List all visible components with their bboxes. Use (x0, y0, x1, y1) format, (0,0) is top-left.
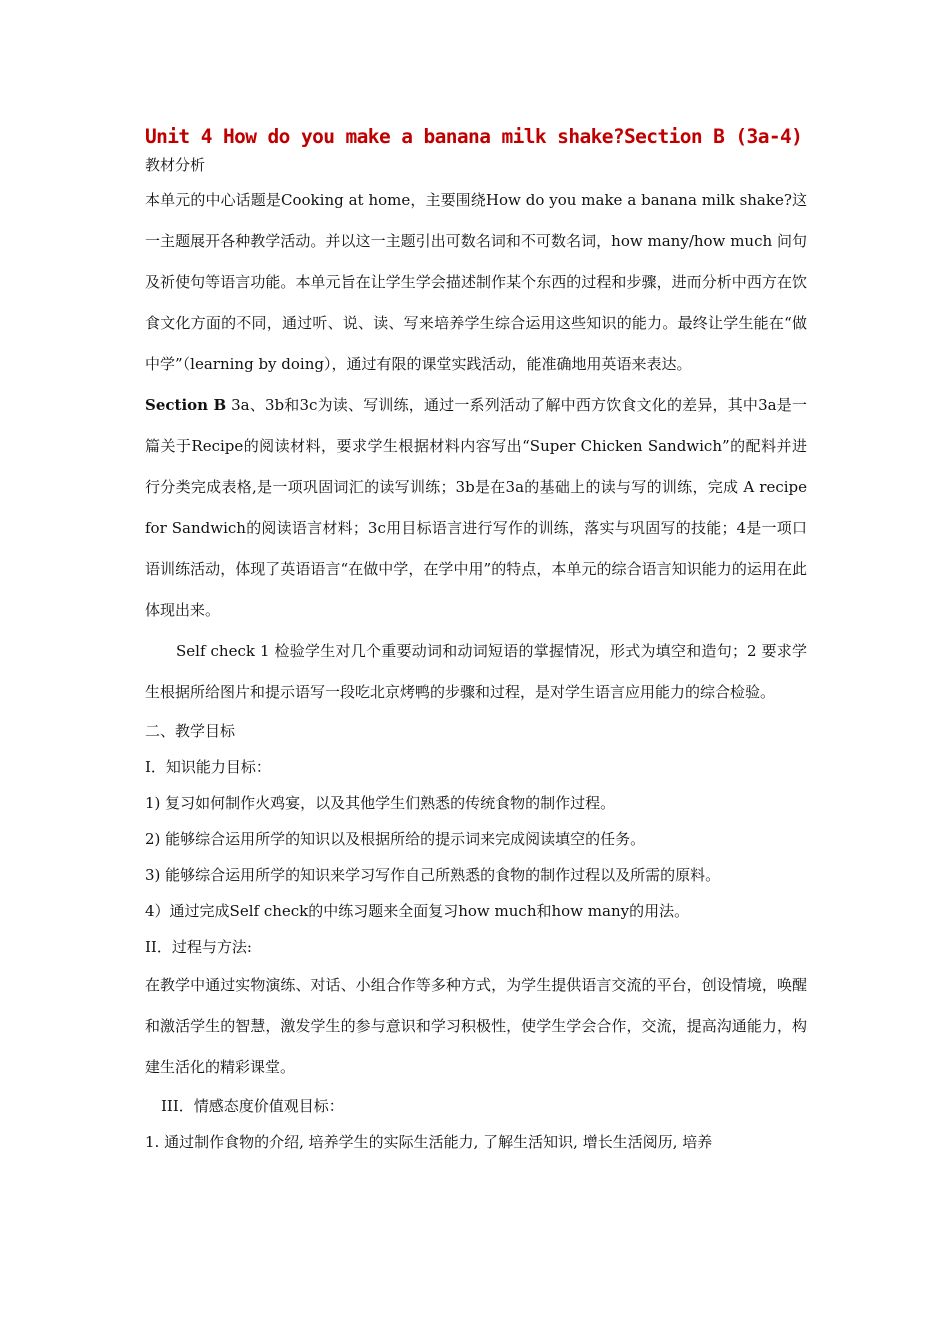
document-title: Unit 4 How do you make a banana milk shake?Section B (3a-4) (145, 125, 803, 148)
self-check-paragraph: Self check 1 检验学生对几个重要动词和动词短语的掌握情况，形式为填空和造句；2 要求学生根据所给图片和提示语写一段吃北京烤鸭的步骤和过程，是对学生语言应用能力的综合检验。 (145, 642, 807, 701)
section-b-paragraph (145, 385, 807, 631)
document-page (145, 122, 807, 1160)
knowledge-item: 4）通过完成Self check的中练习题来全面复习how much和how many的用法。 (145, 902, 690, 920)
objectives-heading: 二、教学目标 (145, 722, 236, 740)
section-b-label: Section B (145, 396, 227, 414)
section-b-text: 3a、3b和3c为读、写训练，通过一系列活动了解中西方饮食文化的差异，其中3a是一篇关于Recipe的阅读材料，要求学生根据材料内容写出“Super Chicken Sandwich”的配料并进行分类完成表格,是一项巩固词汇的读写训练；3b是在3a的基础上的读与写的训练，完成 A recipe for Sandwich的阅读语言材料；3c用目标语言进行写作的训练，落实与巩固写的技能；4是一项口语训练活动，体现了英语语言“在做中学，在学中用”的特点，本单元的综合语言知识能力的运用在此体现出来。 (145, 396, 807, 619)
emotion-heading: III．情感态度价值观目标： (161, 1097, 344, 1115)
knowledge-item: 1) 复习如何制作火鸡宴，以及其他学生们熟悉的传统食物的制作过程。 (145, 794, 616, 812)
knowledge-heading: I．知识能力目标： (145, 758, 271, 776)
knowledge-item: 3) 能够综合运用所学的知识来学习写作自己所熟悉的食物的制作过程以及所需的原料。 (145, 866, 721, 884)
knowledge-item: 2) 能够综合运用所学的知识以及根据所给的提示词来完成阅读填空的任务。 (145, 830, 646, 848)
section-label: 教材分析 (145, 156, 206, 174)
process-paragraph: 在教学中通过实物演练、对话、小组合作等多种方式，为学生提供语言交流的平台，创设情境，唤醒和激活学生的智慧，激发学生的参与意识和学习积极性，使学生学会合作，交流，提高沟通能力，构建生活化的精彩课堂。 (145, 976, 807, 1076)
emotion-item: 1. 通过制作食物的介绍, 培养学生的实际生活能力, 了解生活知识, 增长生活阅历, 培养 (145, 1133, 713, 1151)
process-heading: II．过程与方法: (145, 938, 252, 956)
intro-paragraph: 本单元的中心话题是Cooking at home，主要围绕How do you make a banana milk shake?这一主题展开各种教学活动。并以这一主题引出可数名词和不可数名词，how many/how much 问句及祈使句等语言功能。本单元旨在让学生学会描述制作某个东西的过程和步骤，进而分析中西方在饮食文化方面的不同，通过听、说、读、写来培养学生综合运用这些知识的能力。最终让学生能在“做中学”（learning by doing），通过有限的课堂实践活动，能准确地用英语来表达。 (145, 191, 807, 373)
